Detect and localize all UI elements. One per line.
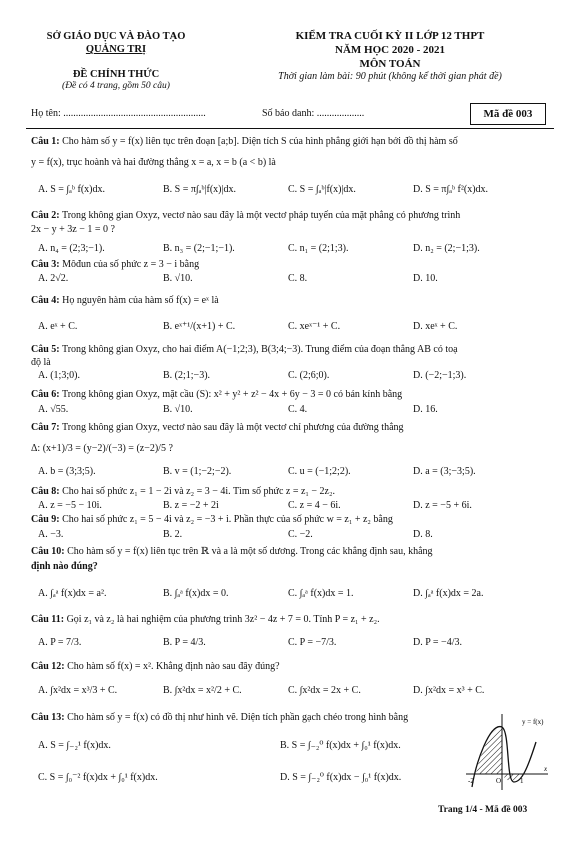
q5-option-b: B. (2;1;−3). — [163, 370, 211, 381]
q6-option-b: B. √10. — [163, 404, 193, 415]
q11-option-c: C. P = −7/3. — [288, 637, 337, 648]
question-11 — [31, 614, 380, 627]
question-12 — [31, 661, 280, 674]
q6-option-a: A. √55. — [38, 404, 69, 415]
q-text: Trong không gian Oxyz, cho hai điểm A(−1;2;3), B(3;4;−3). Trung điểm của đoạn thẳng AB có toạ — [61, 344, 458, 355]
q-text: Họ nguyên hàm của hàm số f(x) = eˣ là — [62, 295, 219, 306]
header-right — [230, 30, 550, 84]
function-label: y = f(x) — [522, 718, 544, 726]
question-10 — [31, 546, 433, 559]
function-graph — [462, 712, 552, 792]
exam-title: KIỂM TRA CUỐI KỲ II LỚP 12 THPT — [295, 30, 485, 42]
q-label: Câu 3: — [31, 259, 60, 270]
q-label: Câu 7: — [31, 422, 60, 433]
question-2-cont: 2x − y + 3z − 1 = 0 ? — [31, 224, 115, 235]
q13-option-c: C. S = ∫₀⁻² f(x)dx + ∫₀¹ f(x)dx. — [38, 772, 158, 783]
q-label: Câu 6: — [31, 389, 60, 400]
dept-line-2: QUẢNG TRỊ — [85, 44, 147, 56]
q10-option-b: B. ∫ₐᵃ f(x)dx = 0. — [163, 588, 229, 599]
divider — [26, 128, 554, 129]
q-text: Trong không gian Oxyz, mặt cầu (S): x² + y² + z² − 4x + 6y − 3 = 0 có bán kính bằng — [61, 389, 403, 400]
exam-code-box: Mã đề 003 — [470, 103, 546, 125]
question-5 — [31, 344, 458, 357]
question-1-cont: y = f(x), trục hoành và hai đường thẳng x = a, x = b (a < b) là — [31, 157, 276, 168]
question-9 — [31, 514, 393, 527]
time-limit: Thời gian làm bài: 90 phút (không kể thời gian phát đề) — [278, 71, 502, 83]
q9-option-d: D. 8. — [413, 529, 433, 540]
page-count: (Đề có 4 trang, gồm 50 câu) — [62, 81, 170, 92]
q-text: Gọi z₁ và z₂ là hai nghiệm của phương trình 3z² − 4z + 7 = 0. Tính P = z₁ + z₂. — [66, 614, 380, 625]
q10-option-a: A. ∫ₐᵃ f(x)dx = a². — [38, 588, 107, 599]
q13-option-d: D. S = ∫₋₂⁰ f(x)dx − ∫₀¹ f(x)dx. — [280, 772, 402, 783]
official-label: ĐỀ CHÍNH THỨC — [72, 69, 160, 81]
q12-option-d: D. ∫x²dx = x³ + C. — [413, 685, 485, 696]
q-label: Câu 5: — [31, 344, 60, 355]
q10-option-c: C. ∫ₐᵃ f(x)dx = 1. — [288, 588, 354, 599]
school-year: NĂM HỌC 2020 - 2021 — [335, 43, 445, 56]
q10-option-d: D. ∫ₐᵃ f(x)dx = 2a. — [413, 588, 484, 599]
question-7-cont: Δ: (x+1)/3 = (y−2)/(−3) = (z−2)/5 ? — [31, 443, 173, 454]
q7-option-b: B. v = (1;−2;−2). — [163, 466, 232, 477]
question-1 — [31, 136, 458, 149]
q9-option-a: A. −3. — [38, 529, 64, 540]
question-4 — [31, 295, 219, 308]
q-label: Câu 1: — [31, 136, 60, 147]
name-field: Họ tên: ......................................................... — [31, 108, 206, 119]
tick-minus-2: -2 — [468, 777, 474, 785]
q12-option-b: B. ∫x²dx = x²/2 + C. — [163, 685, 242, 696]
q-text: Cho hàm số y = f(x) liên tục trên ℝ và a là một số dương. Trong các khẳng định sau, khẳng — [67, 546, 433, 557]
q3-option-d: D. 10. — [413, 273, 438, 284]
q7-option-c: C. u = (−1;2;2). — [288, 466, 351, 477]
q8-option-b: B. z = −2 + 2i — [163, 500, 219, 511]
q3-option-c: C. 8. — [288, 273, 308, 284]
q-text: Môđun của số phức z = 3 − i bằng — [62, 259, 200, 270]
q-label: Câu 11: — [31, 614, 65, 625]
q7-option-d: D. a = (3;−3;5). — [413, 466, 476, 477]
x-axis-label: x — [544, 765, 548, 773]
q9-option-b: B. 2. — [163, 529, 183, 540]
q11-option-b: B. P = 4/3. — [163, 637, 206, 648]
q4-option-a: A. eˣ + C. — [38, 321, 78, 332]
q6-option-d: D. 16. — [413, 404, 438, 415]
q1-option-a: A. S = ∫ₐᵇ f(x)dx. — [38, 184, 105, 195]
tick-origin: O — [496, 777, 502, 785]
q2-option-b: B. n₃ = (2;−1;−1). — [163, 243, 235, 254]
q1-option-d: D. S = π∫ₐᵇ f²(x)dx. — [413, 184, 489, 195]
q1-option-b: B. S = π∫ₐᵇ|f(x)|dx. — [163, 184, 236, 195]
question-10-cont: định nào đúng? — [31, 561, 98, 572]
q-label: Câu 10: — [31, 546, 65, 557]
q-label: Câu 12: — [31, 661, 65, 672]
q9-option-c: C. −2. — [288, 529, 313, 540]
dept-line-1: SỞ GIÁO DỤC VÀ ĐÀO TẠO — [46, 31, 186, 42]
q11-option-a: A. P = 7/3. — [38, 637, 82, 648]
question-3 — [31, 259, 199, 272]
tick-1: 1 — [520, 777, 524, 785]
q-text: Cho hàm số y = f(x) có đồ thị như hình vẽ. Diện tích phần gạch chéo trong hình bằng — [67, 712, 409, 723]
q5-option-d: D. (−2;−1;3). — [413, 370, 467, 381]
q-label: Câu 13: — [31, 712, 65, 723]
q-text: Trong không gian Oxyz, vectơ nào sau đây là một vectơ pháp tuyến của mặt phẳng có phương trình — [61, 210, 461, 221]
q13-option-b: B. S = ∫₋₂⁰ f(x)dx + ∫₀¹ f(x)dx. — [280, 740, 401, 751]
q-text: Cho hàm số f(x) = x². Khẳng định nào sau đây đúng? — [67, 661, 280, 672]
q2-option-c: C. n₁ = (2;1;3). — [288, 243, 349, 254]
q12-option-c: C. ∫x²dx = 2x + C. — [288, 685, 361, 696]
question-7 — [31, 422, 404, 435]
q4-option-c: C. xeˣ⁻¹ + C. — [288, 321, 341, 332]
q-text: Trong không gian Oxyz, vectơ nào sau đây là một vectơ chỉ phương của đường thẳng — [61, 422, 404, 433]
candidate-number-field: Số báo danh: ................... — [262, 108, 365, 119]
q-label: Câu 8: — [31, 486, 60, 497]
q-text: Cho hai số phức z₁ = 5 − 4i và z₂ = −3 + i. Phần thực của số phức w = z₁ + z₂ bằng — [62, 514, 393, 525]
q-text: Cho hai số phức z₁ = 1 − 2i và z₂ = 3 − 4i. Tìm số phức z = z₁ − 2z₂. — [62, 486, 335, 497]
q3-option-b: B. √10. — [163, 273, 193, 284]
q2-option-a: A. n₄ = (2;3;−1). — [38, 243, 105, 254]
q2-option-d: D. n₂ = (2;−1;3). — [413, 243, 480, 254]
q8-option-a: A. z = −5 − 10i. — [38, 500, 102, 511]
question-2 — [31, 210, 460, 223]
q11-option-d: D. P = −4/3. — [413, 637, 462, 648]
q-label: Câu 9: — [31, 514, 60, 525]
header-left — [36, 30, 196, 93]
question-8 — [31, 486, 335, 499]
q12-option-a: A. ∫x²dx = x³/3 + C. — [38, 685, 118, 696]
q6-option-c: C. 4. — [288, 404, 308, 415]
shaded-region-left — [476, 727, 502, 774]
question-5-cont: độ là — [31, 357, 51, 368]
question-6 — [31, 389, 402, 402]
subject: MÔN TOÁN — [359, 57, 421, 70]
q5-option-a: A. (1;3;0). — [38, 370, 80, 381]
q3-option-a: A. 2√2. — [38, 273, 69, 284]
q1-option-c: C. S = ∫ₐᵇ|f(x)|dx. — [288, 184, 356, 195]
q13-option-a: A. S = ∫₋₂¹ f(x)dx. — [38, 740, 111, 751]
q8-option-d: D. z = −5 + 6i. — [413, 500, 472, 511]
q4-option-b: B. eˣ⁺¹/(x+1) + C. — [163, 321, 236, 332]
q-label: Câu 2: — [31, 210, 60, 221]
q5-option-c: C. (2;6;0). — [288, 370, 330, 381]
question-13 — [31, 712, 408, 725]
q-label: Câu 4: — [31, 295, 60, 306]
q-text: Cho hàm số y = f(x) liên tục trên đoạn [a;b]. Diện tích S của hình phẳng giới hạn bởi đồ thị hàm số — [62, 136, 458, 147]
page-footer: Trang 1/4 - Mã đề 003 — [438, 805, 528, 815]
q4-option-d: D. xeˣ + C. — [413, 321, 458, 332]
q7-option-a: A. b = (3;3;5). — [38, 466, 96, 477]
q8-option-c: C. z = 4 − 6i. — [288, 500, 341, 511]
